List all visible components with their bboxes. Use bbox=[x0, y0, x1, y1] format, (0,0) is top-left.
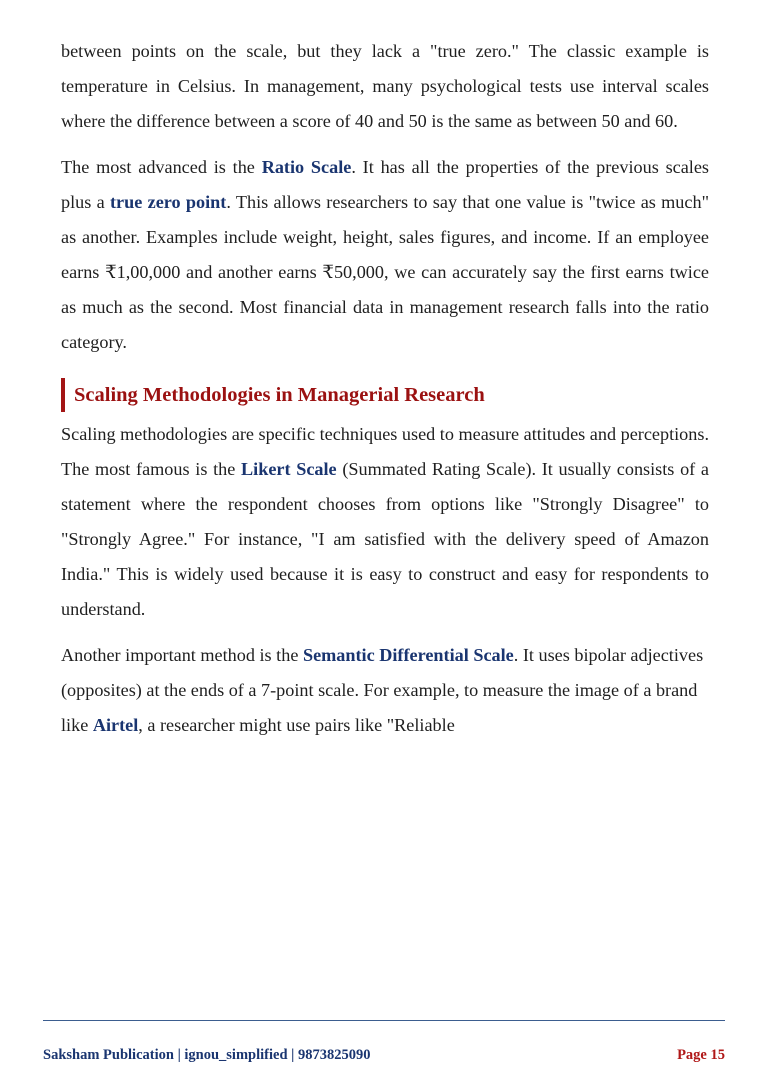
paragraph-text: , a researcher might use pairs like "Reliable bbox=[138, 715, 455, 735]
paragraph-text: . This allows researchers to say that one value is "twice as much" as another. Examples include weight, height, sales figures, and income. If an employee earns ₹1,00,000 and another earns ₹50,000, we can accurately say the first earns twice as much as the second. Most financial data in management research falls into the ratio category. bbox=[61, 192, 709, 352]
page-number: Page 15 bbox=[677, 1047, 725, 1063]
keyword-airtel: Airtel bbox=[92, 715, 139, 735]
section-heading: Scaling Methodologies in Managerial Research bbox=[61, 378, 709, 412]
paragraph-interval-scale bbox=[61, 34, 709, 139]
paragraph-text: . It has all the properties of the previous scales plus a bbox=[61, 157, 709, 212]
paragraph-semantic-differential bbox=[61, 638, 709, 743]
paragraph-text: The most advanced is the bbox=[61, 157, 262, 177]
keyword-ratio-scale: Ratio Scale bbox=[261, 157, 352, 177]
paragraph-likert-scale bbox=[61, 417, 709, 627]
paragraph-text: . It uses bipolar adjectives (opposites) at the ends of a 7-point scale. For example, to measure the image of a brand like bbox=[61, 645, 704, 735]
paragraph-text: (Summated Rating Scale). It usually consists of a statement where the respondent chooses from options like "Strongly Disagree" to "Strongly Agree." For instance, "I am satisfied with the delivery speed of Amazon India." This is widely used because it is easy to construct and easy for respondents to understand. bbox=[61, 459, 709, 619]
keyword-semantic-differential-scale: Semantic Differential Scale bbox=[302, 645, 514, 665]
keyword-true-zero-point: true zero point bbox=[110, 192, 227, 212]
footer-publisher: Saksham Publication | ignou_simplified | 9873825090 bbox=[43, 1047, 371, 1063]
paragraph-ratio-scale bbox=[61, 150, 709, 360]
paragraph-text: Another important method is the bbox=[61, 645, 303, 665]
paragraph-text: between points on the scale, but they lack a "true zero." The classic example is temperature in Celsius. In management, many psychological tests use interval scales where the difference between a score of 40 and 50 is the same as between 50 and 60. bbox=[61, 41, 709, 131]
page-body bbox=[61, 34, 709, 754]
footer-divider bbox=[43, 1020, 725, 1021]
keyword-likert-scale: Likert Scale bbox=[241, 459, 337, 479]
paragraph-text: Scaling methodologies are specific techniques used to measure attitudes and perceptions. The most famous is the bbox=[61, 424, 709, 479]
